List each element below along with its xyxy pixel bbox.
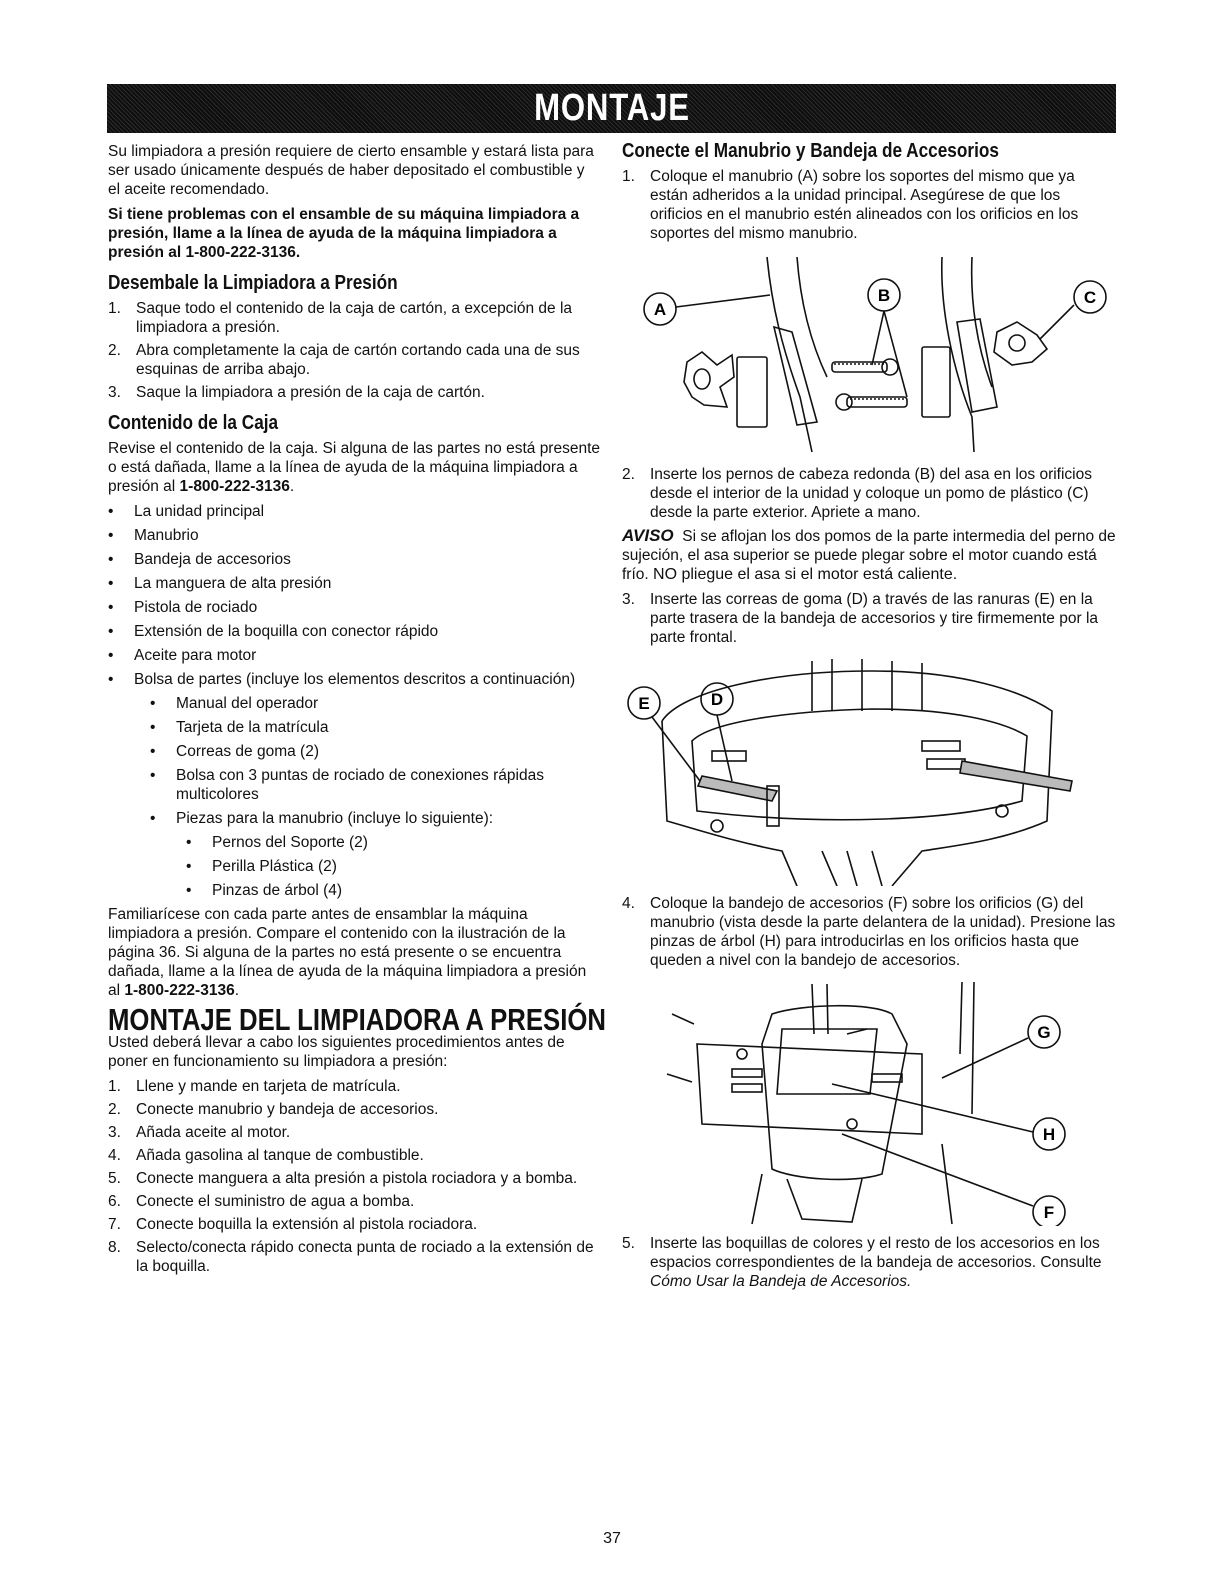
- tray-clip-figure: [622, 974, 1116, 1226]
- handle-bolt-figure: [622, 247, 1116, 457]
- contents-text: Revise el contenido de la caja. Si alguna de las partes no está presente o está dañada, llame a la línea de ayuda de la máquina limpiadora a presión al 1-800-222-3136.: [108, 440, 601, 495]
- list-item: 1. Saque todo el contenido de la caja de cartón, a excepción de la limpiadora a presión.: [108, 300, 573, 336]
- list-item: 1. Llene y mande en tarjeta de matrícula.: [108, 1078, 401, 1095]
- list-item: • Manual del operador: [150, 695, 319, 712]
- label-d: D: [710, 690, 724, 709]
- unpack-heading: Desembale la Limpiadora a Presión: [108, 272, 398, 294]
- unpack-steps: [108, 299, 600, 402]
- right-column: [622, 142, 1116, 1295]
- list-item: 2. Inserte los pernos de cabeza redonda (B) del asa en los orificios desde el interior de la unidad y coloque un pomo de plástico (C) desde la parte exterior. Apriete a mano.: [622, 466, 1092, 521]
- list-item: • Aceite para motor: [108, 647, 257, 664]
- list-item: • La manguera de alta presión: [108, 575, 332, 592]
- list-item: 7. Conecte boquilla la extensión al pistola rociadora.: [108, 1216, 478, 1233]
- tray-strap-figure: [622, 651, 1116, 886]
- left-column: [108, 142, 606, 1282]
- list-item: 3. Saque la limpiadora a presión de la caja de cartón.: [108, 384, 485, 401]
- label-g: G: [1037, 1023, 1051, 1042]
- help-line-text: Si tiene problemas con el ensamble de su máquina limpiadora a presión, llame a la línea de ayuda de la máquina limpiadora a presión al 1-800-222-3136.: [108, 206, 580, 261]
- list-item: 4. Coloque la bandejo de accesorios (F) sobre los orificios (G) del manubrio (vista desde la parte delantera de la unidad). Presione las pinzas de árbol (H) para introducirlas en los orificios hasta que queden a nivel con la bandejo de accesorios.: [622, 895, 1116, 969]
- list-item: • Correas de goma (2): [150, 743, 320, 760]
- list-item: • Bolsa de partes (incluye los elementos descritos a continuación): [108, 671, 576, 688]
- list-item: 3. Inserte las correas de goma (D) a través de las ranuras (E) en la parte trasera de la bandeja de accesorios y tire firmemente por la parte frontal.: [622, 591, 1099, 646]
- assembly-steps: [108, 1077, 600, 1276]
- handle-parts-list: [108, 833, 600, 900]
- list-item: • La unidad principal: [108, 503, 265, 520]
- list-item: • Tarjeta de la matrícula: [150, 719, 329, 736]
- list-item: 1. Coloque el manubrio (A) sobre los soportes del mismo que ya están adheridos a la unidad principal. Asegúrese de que los orificios en el manubrio estén alineados con los orificios en los soportes del mismo manubrio.: [622, 168, 1079, 242]
- label-h: H: [1042, 1125, 1056, 1144]
- label-a: A: [653, 300, 667, 319]
- list-item: 5. Inserte las boquillas de colores y el resto de los accesorios en los espacios correspondientes de la bandeja de accesorios. Consulte Cómo Usar la Bandeja de Accesorios.: [622, 1235, 1102, 1290]
- assembly-intro: Usted deberá llevar a cabo los siguientes procedimientos antes de poner en funcionamiento su limpiadora a presión:: [108, 1034, 565, 1070]
- list-item: 3. Añada aceite al motor.: [108, 1124, 291, 1141]
- list-item: 2. Abra completamente la caja de cartón cortando cada una de sus esquinas de arriba abajo.: [108, 342, 580, 378]
- list-item: 6. Conecte el suministro de agua a bomba.: [108, 1193, 415, 1210]
- handle-heading: Conecte el Manubrio y Bandeja de Accesorios: [622, 140, 999, 162]
- contents-heading: Contenido de la Caja: [108, 412, 279, 434]
- notice-keyword: AVISO: [622, 526, 674, 545]
- notice: AVISO Si se aflojan los dos pomos de la parte intermedia del perno de sujeción, el asa superior se puede plegar sobre el motor cuando está frío. NO pliegue el asa si el motor está caliente.: [622, 526, 1116, 583]
- list-item: • Piezas para la manubrio (incluye lo siguiente):: [150, 810, 494, 827]
- label-c: C: [1083, 288, 1097, 307]
- label-f: F: [1043, 1203, 1055, 1222]
- list-item: • Extensión de la boquilla con conector rápido: [108, 623, 439, 640]
- page-number: 37: [603, 1530, 621, 1547]
- section-banner: [107, 84, 1116, 133]
- banner-title: MONTAJE: [533, 87, 690, 129]
- list-item: 2. Conecte manubrio y bandeja de accesorios.: [108, 1101, 439, 1118]
- list-item: • Bandeja de accesorios: [108, 551, 291, 568]
- list-item: • Perilla Plástica (2): [186, 858, 337, 875]
- list-item: • Pistola de rociado: [108, 599, 258, 616]
- label-b: B: [877, 286, 891, 305]
- parts-bag-list: [108, 694, 600, 828]
- list-item: • Pernos del Soporte (2): [186, 834, 368, 851]
- assembly-heading: MONTAJE DEL LIMPIADORA A PRESIÓN: [108, 1002, 606, 1037]
- list-item: • Manubrio: [108, 527, 199, 544]
- list-item: • Bolsa con 3 puntas de rociado de conexiones rápidas multicolores: [150, 767, 544, 803]
- label-e: E: [638, 694, 650, 713]
- list-item: 8. Selecto/conecta rápido conecta punta de rociado a la extensión de la boquilla.: [108, 1239, 594, 1275]
- list-item: 4. Añada gasolina al tanque de combustible.: [108, 1147, 424, 1164]
- list-item: 5. Conecte manguera a alta presión a pistola rociadora y a bomba.: [108, 1170, 578, 1187]
- familiarize-text: Familiarícese con cada parte antes de ensamblar la máquina limpiadora a presión. Compare el contenido con la ilustración de la página 36. Si alguna de la partes no está presente o se encuentra dañada, llame a la línea de ayuda de la máquina limpiadora a presión al 1-800-222-3136.: [108, 906, 587, 999]
- intro-text: Su limpiadora a presión requiere de cierto ensamble y estará lista para ser usado únicamente después de haber depositado el combustible y el aceite recomendado.: [108, 143, 594, 198]
- contents-list: [108, 502, 600, 689]
- list-item: • Pinzas de árbol (4): [186, 882, 343, 899]
